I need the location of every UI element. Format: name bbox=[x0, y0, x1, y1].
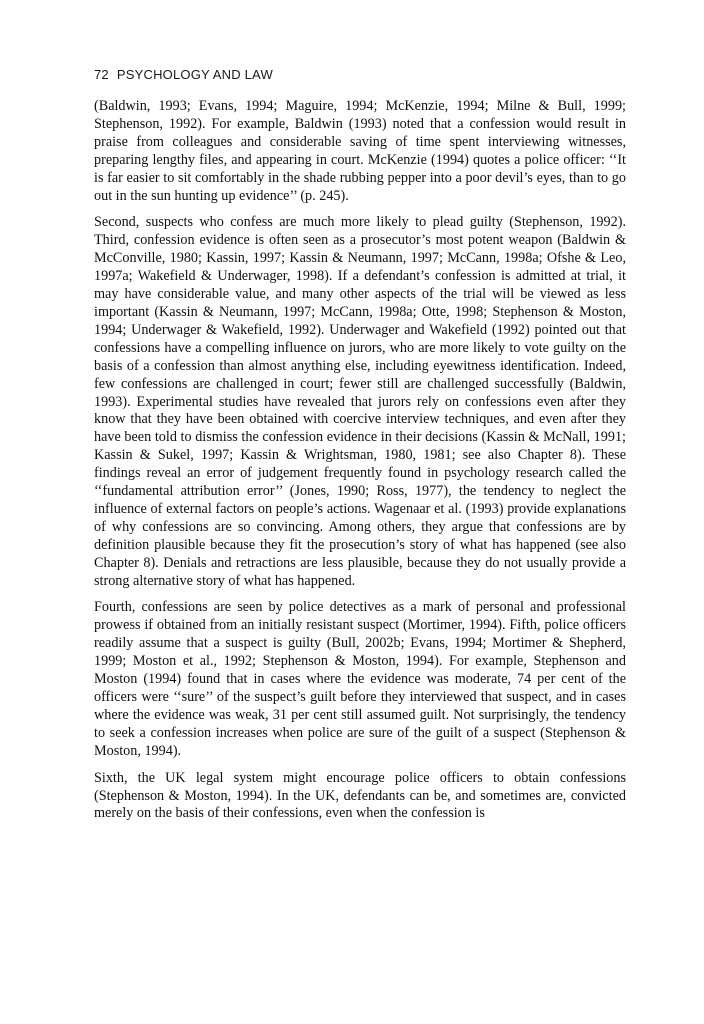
paragraph-1: (Baldwin, 1993; Evans, 1994; Maguire, 1994; McKenzie, 1994; Milne & Bull, 1999; Stephenson, 1992). For example, Baldwin (1993) noted that a confession would result in praise from colleagues and considerable saving of time spent interviewing witnesses, preparing lengthy files, and appearing in court. McKenzie (1994) quotes a police officer: ‘‘It is far easier to sit comfortably in the shade rubbing pepper into a poor devil’s eyes, than to go out in the sun hunting up evidence’’ (p. 245). bbox=[94, 98, 626, 204]
paragraph-2: Second, suspects who confess are much more likely to plead guilty (Stephenson, 1992). Third, confession evidence is often seen as a prosecutor’s most potent weapon (Baldwin & McConville, 1980; Kassin, 1997; Kassin & Neumann, 1997; McCann, 1998a; Ofshe & Leo, 1997a; Wakefield & Underwager, 1998). If a defendant’s confession is admitted at trial, it may have considerable value, and many other aspects of the trial will be viewed as less important (Kassin & Neumann, 1997; McCann, 1998a; Otte, 1998; Stephenson & Moston, 1994; Underwager & Wakefield, 1992). Underwager and Wakefield (1992) pointed out that confessions have a compelling influence on jurors, who are more likely to vote guilty on the basis of a confession than almost anything else, including eyewitness identification. Indeed, few confessions are challenged in court; fewer still are challenged successfully (Baldwin, 1993). Experimental studies have revealed that jurors rely on confessions even after they know that they have been obtained with coercive interview techniques, and even after they have been told to dismiss the confession evidence in their decisions (Kassin & McNall, 1991; Kassin & Sukel, 1997; Kassin & Wrightsman, 1980, 1981; see also Chapter 8). These findings reveal an error of judgement frequently found in psychology research called the ‘‘fundamental attribution error’’ (Jones, 1990; Ross, 1977), the tendency to neglect the influence of external factors on people’s actions. Wagenaar et al. (1993) provide explanations of why confessions are so convincing. Among others, they argue that confessions are by definition plausible because they fit the prosecution’s story of what has happened (see also Chapter 8). Denials and retractions are less plausible, because they do not usually provide a strong alternative story of what has happened. bbox=[94, 214, 626, 589]
running-title: PSYCHOLOGY AND LAW bbox=[116, 67, 273, 82]
body-text bbox=[94, 98, 626, 832]
page-number: 72 bbox=[94, 67, 109, 82]
paragraph-4: Sixth, the UK legal system might encourage police officers to obtain confessions (Stephenson & Moston, 1994). In the UK, defendants can be, and sometimes are, convicted merely on the basis of their confessions, even when the confession is bbox=[94, 769, 626, 822]
running-head bbox=[94, 67, 273, 82]
paragraph-3: Fourth, confessions are seen by police detectives as a mark of personal and professional prowess if obtained from an initially resistant suspect (Mortimer, 1994). Fifth, police officers readily assume that a suspect is guilty (Bull, 2002b; Evans, 1994; Mortimer & Shepherd, 1999; Moston et al., 1992; Stephenson & Moston, 1994). For example, Stephenson and Moston (1994) found that in cases where the evidence was moderate, 74 per cent of the officers were ‘‘sure’’ of the suspect’s guilt before they interviewed that suspect, and in cases where the evidence was weak, 31 per cent still assumed guilt. Not surprisingly, the tendency to seek a confession increases when police are sure of the guilt of a suspect (Stephenson & Moston, 1994). bbox=[94, 599, 626, 759]
